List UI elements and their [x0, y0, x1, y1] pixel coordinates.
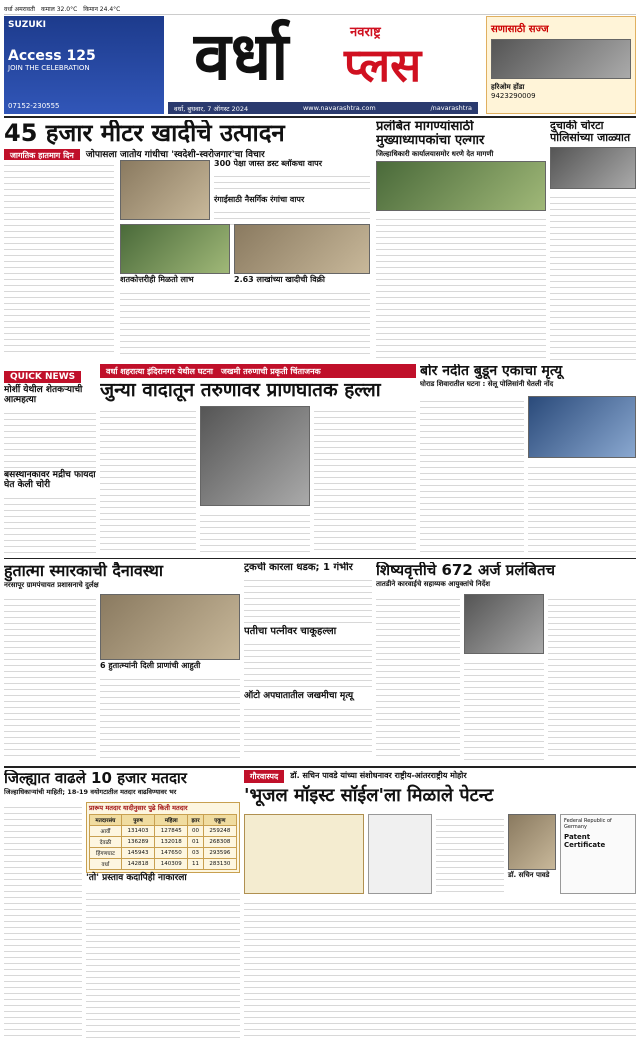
scholar-headline: शिष्यवृत्तीचे 672 अर्ज प्रलंबितच	[376, 562, 556, 579]
social-handle[interactable]: /navarashtra	[430, 104, 472, 112]
quick-news	[4, 364, 96, 554]
khadi-photo-2	[120, 224, 230, 274]
voters-headline: जिल्ह्यात वाढले 10 हजार मतदार	[4, 770, 187, 787]
weather-bar	[4, 3, 636, 15]
table-cell: 259248	[203, 826, 236, 837]
dateline	[168, 102, 478, 114]
murder-headline: जुन्या वादातून तरुणावर प्राणघातक हल्ला	[100, 380, 381, 401]
ad-suzuki-model: Access 125	[8, 48, 96, 64]
logo-plus: प्लस	[344, 38, 422, 92]
article-theft	[550, 120, 636, 360]
patent-cert-title: Patent Certificate	[564, 833, 606, 849]
patent-cert-country: Federal Republic of Germany	[564, 818, 612, 830]
table-cell: 268308	[203, 837, 236, 848]
voters-table-header: मतदारसंघ	[90, 815, 122, 826]
weather-temp-max: कमाल 32.0°C	[40, 5, 78, 13]
drown-subtitle: घोराड शिवारातील घटना : सेलू पोलिसांनी घेतली नोंद	[420, 380, 554, 389]
article-demands	[376, 120, 546, 360]
weather-temp-min: किमान 24.4°C	[83, 5, 121, 13]
ad-honda-brand: हरिओम होंडा	[491, 83, 525, 91]
table-cell: 147650	[155, 848, 188, 859]
table-cell: 283130	[203, 859, 236, 870]
weather-place: वर्धा अमरावती	[4, 5, 35, 13]
patent-headline: 'भूजल मॉइस्ट सॉईल'ला मिळाले पेटन्ट	[244, 785, 494, 806]
table-cell: 293596	[203, 848, 236, 859]
khadi-subtitle: जोपासला जातोय गांधीचा 'स्वदेशी-स्वरोजगार'चा विचार	[85, 149, 265, 160]
ad-suzuki-phone: 07152-230555	[8, 102, 60, 110]
masthead	[4, 16, 636, 114]
breaking-banner	[100, 364, 416, 378]
article-voters	[4, 770, 240, 1042]
khadi-box1: 300 पेक्षा जास्त डस्ट ब्लॉकचा वापर	[214, 159, 322, 168]
theft-photo	[550, 147, 636, 189]
patent-kicker-text: डॉ. सचिन पावडे यांच्या संशोधनावर राष्ट्रीय-आंतरराष्ट्रीय मोहोर	[290, 771, 467, 781]
article-memorial	[4, 562, 240, 762]
voters-table-header: इतर	[188, 815, 203, 826]
table-cell: 127845	[155, 826, 188, 837]
article-drown	[420, 364, 636, 554]
scholar-photo	[464, 594, 544, 654]
khadi-box3: शतकोत्तरीही मिळतो लाभ	[120, 275, 194, 284]
table-cell: वर्धा	[90, 859, 122, 870]
demands-body	[376, 214, 546, 360]
patent-certificate-1	[244, 814, 364, 894]
khadi-photo-3	[234, 224, 370, 274]
memorial-photo	[100, 594, 240, 660]
article-khadi	[4, 120, 372, 360]
demands-subtitle: जिल्हाधिकारी कार्यालयासमोर धरणे देत मागणी	[376, 149, 494, 158]
patent-kicker: गौरवास्पद	[244, 770, 284, 783]
banner-sub: जखमी तरुणाची प्रकृती चिंताजनक	[220, 366, 321, 376]
article-truck	[244, 562, 372, 762]
ad-suzuki[interactable]	[4, 16, 164, 114]
ad-honda-image	[491, 39, 631, 79]
ad-suzuki-title: JOIN THE CELEBRATION	[8, 64, 90, 72]
voters-table-header: पुरुष	[121, 815, 154, 826]
table-cell: देवळी	[90, 837, 122, 848]
table-cell: 11	[188, 859, 203, 870]
auto-headline: ऑटो अपघातातील जखमीचा मृत्यू	[244, 691, 354, 701]
scholar-subtitle: तातडीने कारवाईचे सहाय्यक आयुक्तांचे निर्देश	[376, 579, 491, 588]
table-row	[90, 848, 237, 859]
quick-news-item2: बसस्थानकावर मद्रीच फायदा घेत केली चोरी	[4, 469, 96, 490]
voters-table	[86, 802, 240, 873]
website-link[interactable]: www.navarashtra.com	[302, 104, 376, 112]
table-row	[90, 837, 237, 848]
voters-subtitle: जिल्हाधिकाऱ्यांची माहिती; 18-19 वयोगटातील मतदार वाढविण्यावर भर	[4, 787, 177, 796]
ad-honda[interactable]	[486, 16, 636, 114]
murder-photo	[200, 406, 310, 506]
newspaper-logo	[194, 16, 434, 102]
table-cell: 00	[188, 826, 203, 837]
khadi-headline: 45 हजार मीटर खादीचे उत्पादन	[4, 120, 285, 147]
voters-table-header: महिला	[155, 815, 188, 826]
khadi-box2: रंगाईसाठी नैसर्गिक रंगांचा वापर	[214, 194, 305, 204]
ad-suzuki-brand: SUZUKI	[8, 20, 46, 30]
table-cell: 131403	[121, 826, 154, 837]
banner-text: वर्धा शहरात्या इंदिरानगर येथील घटना	[106, 366, 213, 376]
memorial-headline: हुतात्मा स्मारकाची दैनावस्था	[4, 562, 164, 580]
memorial-caption: 6 हुतात्म्यांनी दिली प्राणांची आहुती	[100, 661, 201, 670]
table-cell: 03	[188, 848, 203, 859]
patent-person-photo	[508, 814, 556, 870]
quick-news-item1: मोर्शी येथील शेतकऱ्याची आत्महत्या	[4, 385, 83, 405]
logo-wardha: वर्धा	[194, 17, 289, 95]
ad-honda-text: सणासाठी सज्ज	[491, 24, 549, 35]
table-row	[90, 826, 237, 837]
khadi-photo-1	[120, 160, 210, 220]
voters-quote: 'तो' प्रस्ताव कदापिही नाकारला	[86, 873, 187, 883]
patent-certificate-2	[368, 814, 432, 894]
drown-headline: बोर नदीत बुडून एकाचा मृत्यू	[420, 364, 563, 379]
edition-date: वर्धा, बुधवार, 7 ऑगस्ट 2024	[174, 104, 249, 113]
quick-news-label: QUICK NEWS	[4, 371, 81, 383]
khadi-box4: 2.63 लाखांच्या खादीची विक्री	[234, 275, 325, 284]
table-cell: 01	[188, 837, 203, 848]
table-cell: आर्वी	[90, 826, 122, 837]
table-cell: हिंगणघाट	[90, 848, 122, 859]
article-scholarship	[376, 562, 636, 762]
khadi-tag: जागतिक हातमाग दिन	[4, 149, 80, 162]
theft-headline: दुचाकी चोरटा पोलिसांच्या जाळ्यात	[550, 120, 631, 145]
logo-navrashtra: नवराष्ट्र	[350, 25, 381, 40]
demands-headline: प्रलंबित मागण्यांसाठी मुख्याध्यापकांचा एल्गार	[376, 120, 485, 149]
voters-table-header: एकूण	[203, 815, 236, 826]
table-row	[90, 859, 237, 870]
table-cell: 145943	[121, 848, 154, 859]
voters-data-table	[89, 814, 237, 870]
ad-honda-phone: 9423290009	[491, 92, 536, 100]
memorial-subtitle: नरसापूर ग्रामपंचायत प्रशासनाचे दुर्लक्ष	[4, 580, 99, 589]
voters-table-title: प्रारूप मतदार यादीनुसार पुढे किती मतदार	[89, 804, 188, 812]
patent-person-name: डॉ. सचिन पावडे	[508, 871, 550, 879]
truck-headline: ट्रकची कारला धडक; 1 गंभीर	[244, 562, 353, 573]
theft-body	[550, 192, 636, 360]
patent-certificate-3	[560, 814, 636, 894]
suicide-headline: पतीचा पत्नीवर चाकूहल्ला	[244, 626, 337, 637]
article-murder	[100, 380, 416, 554]
table-cell: 132018	[155, 837, 188, 848]
patent-body-1	[436, 814, 504, 894]
table-cell: 136289	[121, 837, 154, 848]
drown-photo	[528, 396, 636, 458]
table-cell: 140309	[155, 859, 188, 870]
demands-photo	[376, 161, 546, 211]
khadi-body-2	[120, 288, 370, 356]
patent-body-2	[244, 898, 636, 1040]
khadi-body	[4, 160, 114, 356]
table-cell: 142818	[121, 859, 154, 870]
article-patent	[244, 770, 636, 1042]
